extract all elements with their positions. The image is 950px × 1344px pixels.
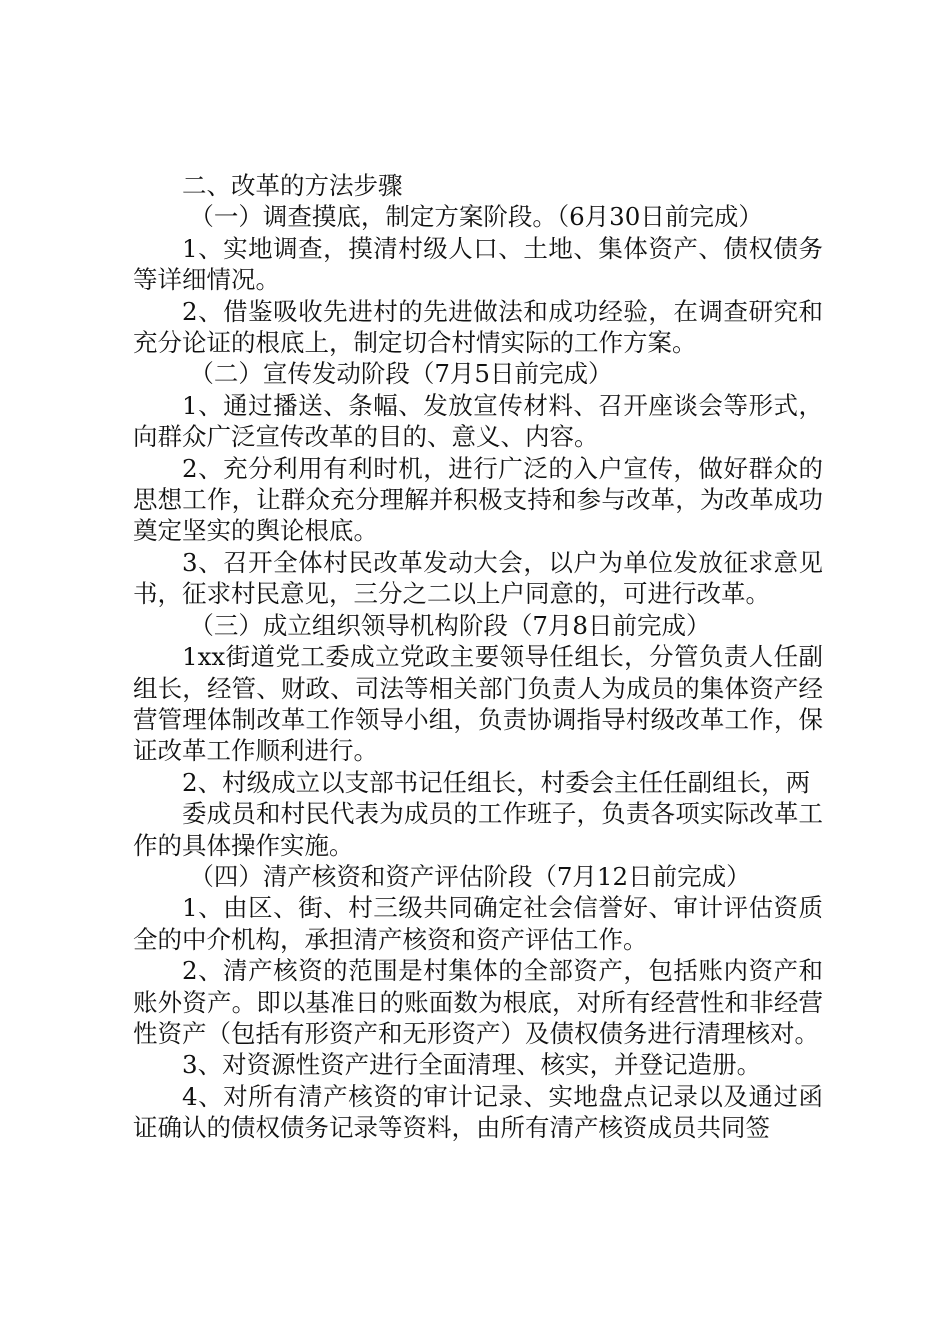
stage-heading-asset-audit: （四）清产核资和资产评估阶段（7月12日前完成） [189, 861, 751, 891]
paragraph: 委成员和村民代表为成员的工作班子，负责各项实际改革工作的具体操作实施。 [133, 799, 823, 860]
paragraph: 2、充分利用有利时机，进行广泛的入户宣传，做好群众的思想工作，让群众充分理解并积极支持和参与改革，为改革成功奠定坚实的舆论根底。 [133, 453, 823, 546]
stage-heading-organization: （三）成立组织领导机构阶段（7月8日前完成） [189, 610, 711, 640]
document-body [133, 170, 823, 1144]
paragraph: 1xx街道党工委成立党政主要领导任组长，分管负责人任副组长，经管、财政、司法等相关部门负责人为成员的集体资产经营管理体制改革工作领导小组，负责协调指导村级改革工作，保证改革工作顺利进行。 [133, 642, 823, 766]
section-heading-methods: 二、改革的方法步骤 [182, 171, 403, 200]
paragraph: 2、清产核资的范围是村集体的全部资产，包括账内资产和账外资产。即以基准日的账面数为根底，对所有经营性和非经营性资产（包括有形资产和无形资产）及债权债务进行清理核对。 [133, 956, 823, 1048]
stage-heading-publicity: （二）宣传发动阶段（7月5日前完成） [189, 359, 613, 389]
paragraph: 1、通过播送、条幅、发放宣传材料、召开座谈会等形式，向群众广泛宣传改革的目的、意义、内容。 [133, 390, 823, 452]
paragraph: 3、对资源性资产进行全面清理、核实，并登记造册。 [182, 1050, 762, 1080]
paragraph: 1、实地调查，摸清村级人口、土地、集体资产、债权债务等详细情况。 [133, 233, 823, 295]
paragraph: 2、村级成立以支部书记任组长，村委会主任任副组长，两 [182, 767, 811, 797]
paragraph: 1、由区、街、村三级共同确定社会信誉好、审计评估资质全的中介机构，承担清产核资和资产评估工作。 [133, 893, 823, 954]
paragraph: 3、召开全体村民改革发动大会，以户为单位发放征求意见书，征求村民意见，三分之二以上户同意的，可进行改革。 [133, 547, 823, 609]
paragraph: 2、借鉴吸收先进村的先进做法和成功经验，在调查研究和充分论证的根底上，制定切合村情实际的工作方案。 [133, 296, 823, 358]
stage-heading-survey: （一）调查摸底，制定方案阶段。（6月30日前完成） [189, 202, 763, 232]
paragraph: 4、对所有清产核资的审计记录、实地盘点记录以及通过函证确认的债权债务记录等资料，由所有清产核资成员共同签 [133, 1081, 823, 1143]
